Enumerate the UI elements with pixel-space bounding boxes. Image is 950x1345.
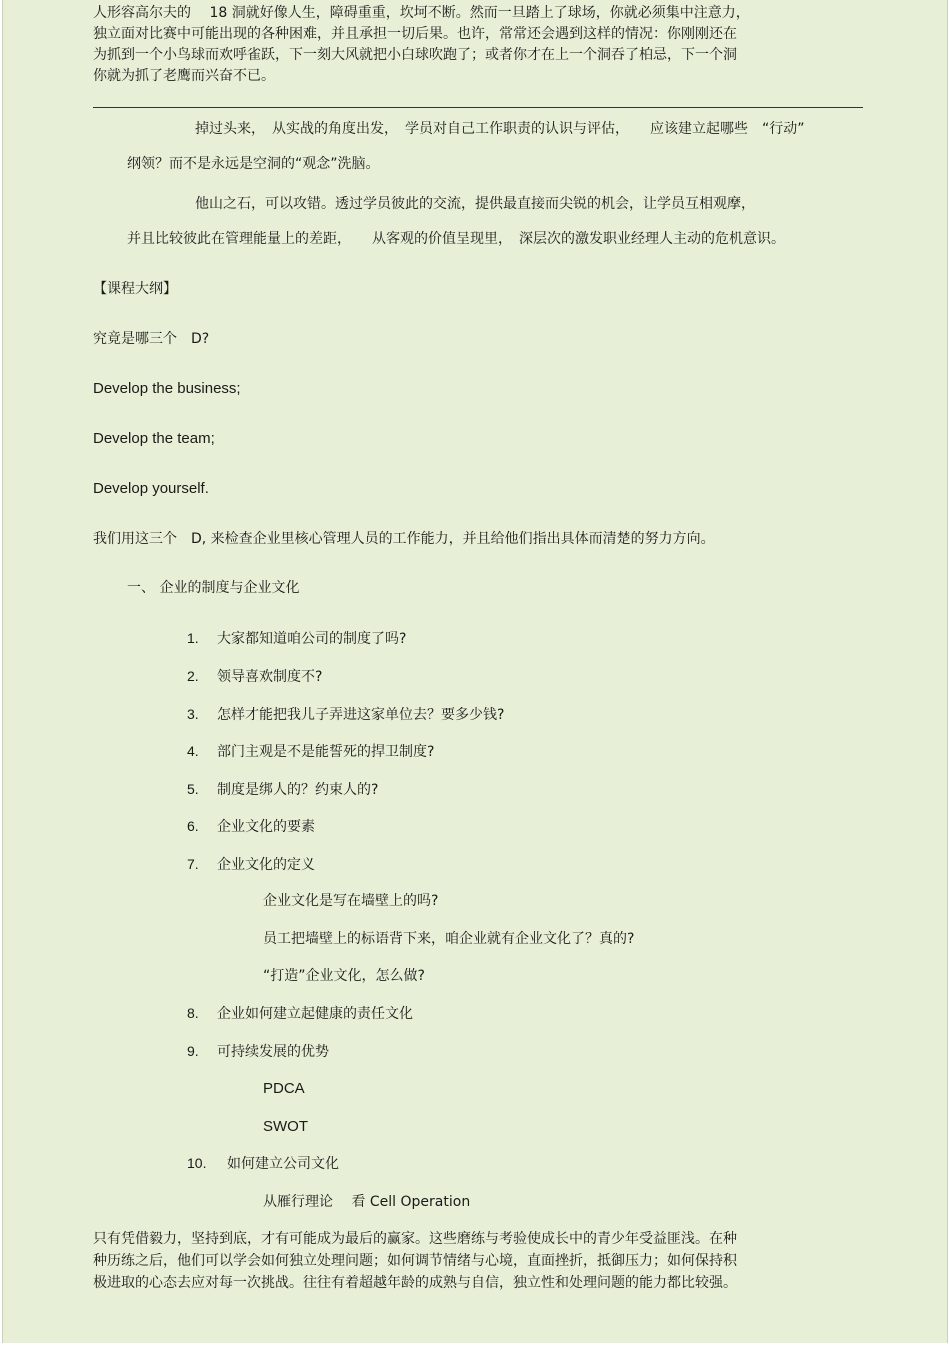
section-1-title: 一、 企业的制度与企业文化	[127, 580, 300, 596]
list-item-number: 10.	[187, 1155, 207, 1171]
paragraph-2-line-1: 他山之石，可以攻错。透过学员彼此的交流，提供最直接而尖锐的机会，让学员互相观摩，	[195, 196, 755, 212]
list-item	[187, 1003, 413, 1024]
list-item	[187, 1041, 329, 1062]
list-item-text: 如何建立公司文化	[227, 1156, 339, 1172]
list-item-text: 怎样才能把我儿子弄进这家单位去？要多少钱?	[217, 707, 505, 723]
list-item-text: 部门主观是不是能誓死的捍卫制度?	[217, 744, 435, 760]
paragraph-2-line-2: 并且比较彼此在管理能量上的差距， 从客观的价值呈现里， 深层次的激发职业经理人主动的危机意识。	[127, 231, 785, 247]
paragraph-1-line-1: 掉过头来， 从实战的角度出发， 学员对自己工作职责的认识与评估， 应该建立起哪些 “行动”	[195, 121, 805, 137]
list-item-number: 9.	[187, 1043, 199, 1059]
list-item-number: 6.	[187, 818, 199, 834]
list-item	[187, 816, 315, 837]
list-item-text: 大家都知道咱公司的制度了吗?	[217, 631, 407, 647]
list-item-text: 企业如何建立起健康的责任文化	[217, 1006, 413, 1022]
list-item-number: 2.	[187, 668, 199, 684]
sub-item: “打造”企业文化，怎么做?	[263, 968, 425, 984]
horizontal-divider	[93, 107, 863, 108]
sub-item: 员工把墙壁上的标语背下来，咱企业就有企业文化了？真的?	[263, 931, 635, 947]
list-item	[187, 666, 322, 687]
list-item	[187, 854, 315, 875]
outline-heading: 【课程大纲】	[93, 281, 177, 297]
list-item	[187, 779, 378, 800]
list-item-text: 企业文化的要素	[217, 819, 315, 835]
list-item-number: 1.	[187, 630, 199, 646]
sub-item-swot: SWOT	[263, 1118, 308, 1135]
closing-line-2: 种历练之后，他们可以学会如何独立处理问题；如何调节情绪与心境，直面挫折，抵御压力；如何保持积	[93, 1253, 737, 1269]
three-d-usage: 我们用这三个 D, 来检查企业里核心管理人员的工作能力，并且给他们指出具体而清楚的努力方向。	[93, 531, 715, 547]
closing-line-3: 极进取的心态去应对每一次挑战。往往有着超越年龄的成熟与自信，独立性和处理问题的能力都比较强。	[93, 1275, 737, 1291]
d-item-yourself: Develop yourself.	[93, 480, 209, 497]
intro-line-2: 独立面对比赛中可能出现的各种困难，并且承担一切后果。也许，常常还会遇到这样的情况：你刚刚还在	[93, 26, 737, 42]
d-item-team: Develop the team;	[93, 430, 215, 447]
document-page	[2, 0, 948, 1343]
list-item	[187, 628, 406, 649]
three-d-question: 究竟是哪三个 D?	[93, 331, 210, 347]
list-item	[187, 1153, 339, 1174]
d-item-business: Develop the business;	[93, 380, 241, 397]
list-item-text: 领导喜欢制度不?	[217, 669, 323, 685]
intro-line-1: 人形容高尔夫的 18 洞就好像人生，障碍重重，坎坷不断。然而一旦踏上了球场，你就必须集中注意力，	[93, 5, 750, 21]
list-item-number: 4.	[187, 743, 199, 759]
list-item-text: 企业文化的定义	[217, 857, 315, 873]
paragraph-1-line-2: 纲领？而不是永远是空洞的“观念”洗脑。	[127, 156, 380, 172]
list-item-text: 可持续发展的优势	[217, 1044, 329, 1060]
list-item-number: 8.	[187, 1005, 199, 1021]
sub-item: 企业文化是写在墙壁上的吗?	[263, 893, 439, 909]
sub-item-pdca: PDCA	[263, 1080, 305, 1097]
list-item	[187, 741, 434, 762]
intro-line-3: 为抓到一个小鸟球而欢呼雀跃，下一刻大风就把小白球吹跑了；或者你才在上一个洞吞了柏忌，下一个洞	[93, 47, 737, 63]
sub-item-cell-operation: 从雁行理论 看 Cell Operation	[263, 1194, 471, 1210]
closing-line-1: 只有凭借毅力，坚持到底，才有可能成为最后的赢家。这些磨练与考验使成长中的青少年受益匪浅。在种	[93, 1231, 737, 1247]
intro-line-4: 你就为抓了老鹰而兴奋不已。	[93, 68, 275, 84]
list-item-number: 7.	[187, 856, 199, 872]
list-item-text: 制度是绑人的？约束人的?	[217, 782, 379, 798]
list-item	[187, 704, 504, 725]
list-item-number: 3.	[187, 706, 199, 722]
list-item-number: 5.	[187, 781, 199, 797]
